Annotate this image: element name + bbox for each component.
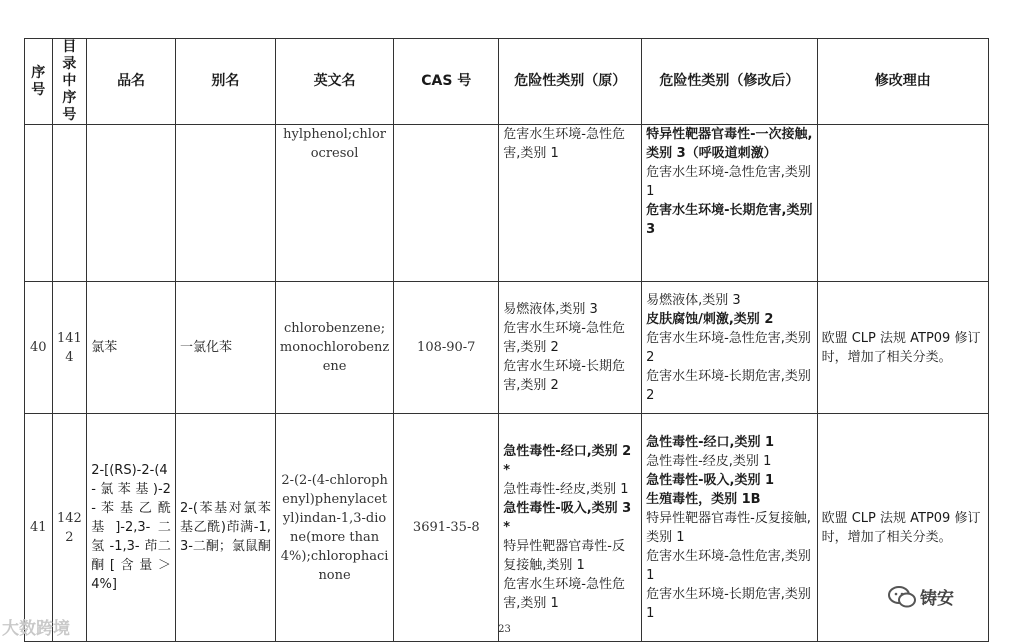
col-header-catalog-no: 目录中序号 [52,39,87,125]
row-catalog-no: 1414 [52,282,87,414]
col-header-name: 品名 [87,39,176,125]
row-catalog-no: 1422 [52,414,87,642]
hazard-line: 危害水生环境-急性危害,类别 2 [503,321,625,355]
row-name: 氯苯 [87,282,176,414]
row-no [25,125,53,282]
row-name [87,125,176,282]
wechat-icon [888,586,916,608]
hazard-line: 特异性靶器官毒性-反复接触,类别 1 [646,510,811,545]
hazard-line: 急性毒性-吸入,类别 3* [503,501,632,535]
row-no: 40 [25,282,53,414]
header-row [25,39,989,125]
hazard-line: monochlorobenzene [279,340,390,374]
row-alias [175,125,275,282]
col-header-cas: CAS 号 [394,39,499,125]
hazard-line: 急性毒性-经皮,类别 1 [503,482,629,497]
col-header-alias: 别名 [175,39,275,125]
table-row [25,125,989,282]
col-header-mod-class: 危险性类别（修改后） [642,39,817,125]
row-mod-class [642,414,817,642]
hazard-line: 急性毒性-吸入,类别 1 [646,472,775,488]
row-reason [817,125,988,282]
hazard-line: 2-(2-(4-chlorophenyl)phenylacetyl)indan-1,3-dione(more than 4%);chlorophacinone [280,472,389,583]
hazard-line: 危害水生环境-长期危害,类别 3 [646,203,813,237]
hazard-line: 急性毒性-经口,类别 1 [646,434,775,450]
row-cas: 108-90-7 [394,282,499,414]
watermark-left: 大数跨境 [2,619,70,639]
row-orig-class [499,282,642,414]
hazard-line: 危害水生环境-长期危害,类别 2 [503,359,625,393]
hazard-line: 皮肤腐蚀/刺激,类别 2 [646,311,774,327]
page-number: 23 [498,624,511,635]
hazard-line: 生殖毒性，类别 1B [646,491,761,507]
row-orig-class [499,125,642,282]
hazard-line: 特异性靶器官毒性-反复接触,类别 1 [503,539,625,573]
hazard-line: 危害水生环境-急性危害,类别 2 [646,330,811,365]
hazard-line: 危害水生环境-急性危害,类别 1 [646,165,811,199]
col-header-english: 英文名 [275,39,393,125]
row-reason: 欧盟 CLP 法规 ATP09 修订时，增加了相关分类。 [817,282,988,414]
table-row [25,414,989,642]
row-orig-class [499,414,642,642]
hazard-line: 危害水生环境-长期危害,类别 1 [646,586,811,621]
hazard-class-table [24,38,989,642]
row-alias: 2-(苯基对氯苯基乙酰)茚满-1,3-二酮；氯鼠酮 [175,414,275,642]
table-row [25,282,989,414]
row-english [275,125,393,282]
row-mod-class [642,125,817,282]
hazard-line: 危害水生环境-急性危害,类别 1 [503,127,625,161]
row-alias: 一氯化苯 [175,282,275,414]
col-header-reason: 修改理由 [817,39,988,125]
hazard-line: 危害水生环境-长期危害,类别 2 [646,368,811,403]
col-header-no: 序号 [25,39,53,125]
row-mod-class [642,282,817,414]
row-english [275,282,393,414]
hazard-line: 易燃液体,类别 3 [646,292,741,308]
row-catalog-no [52,125,87,282]
row-no: 41 [25,414,53,642]
hazard-line: 急性毒性-经口,类别 2* [503,444,632,478]
row-cas [394,125,499,282]
hazard-line: chlorobenzene; [284,321,386,336]
col-header-orig-class: 危险性类别（原） [499,39,642,125]
row-cas: 3691-35-8 [394,414,499,642]
row-name: 2-[(RS)-2-(4- 氯 苯 基 )-2- 苯 基 乙 酰 基 ]-2,3- 二 氢 -1,3- 茚二酮[含量＞4%] [87,414,176,642]
row-english [275,414,393,642]
hazard-line: 危害水生环境-急性危害,类别 1 [646,548,811,583]
hazard-line: 特异性靶器官毒性-一次接触,类别 3（呼吸道刺激） [646,127,813,161]
watermark-right-text: 铸安 [920,589,954,609]
hazard-line: hylphenol;chlor [283,127,386,142]
hazard-line: 危害水生环境-急性危害,类别 1 [503,577,625,611]
watermark-right [888,584,954,609]
row-reason: 欧盟 CLP 法规 ATP09 修订时，增加了相关分类。 [817,414,988,642]
hazard-line: 易燃液体,类别 3 [503,302,598,317]
hazard-line: ocresol [310,146,359,161]
hazard-line: 急性毒性-经皮,类别 1 [646,453,772,469]
